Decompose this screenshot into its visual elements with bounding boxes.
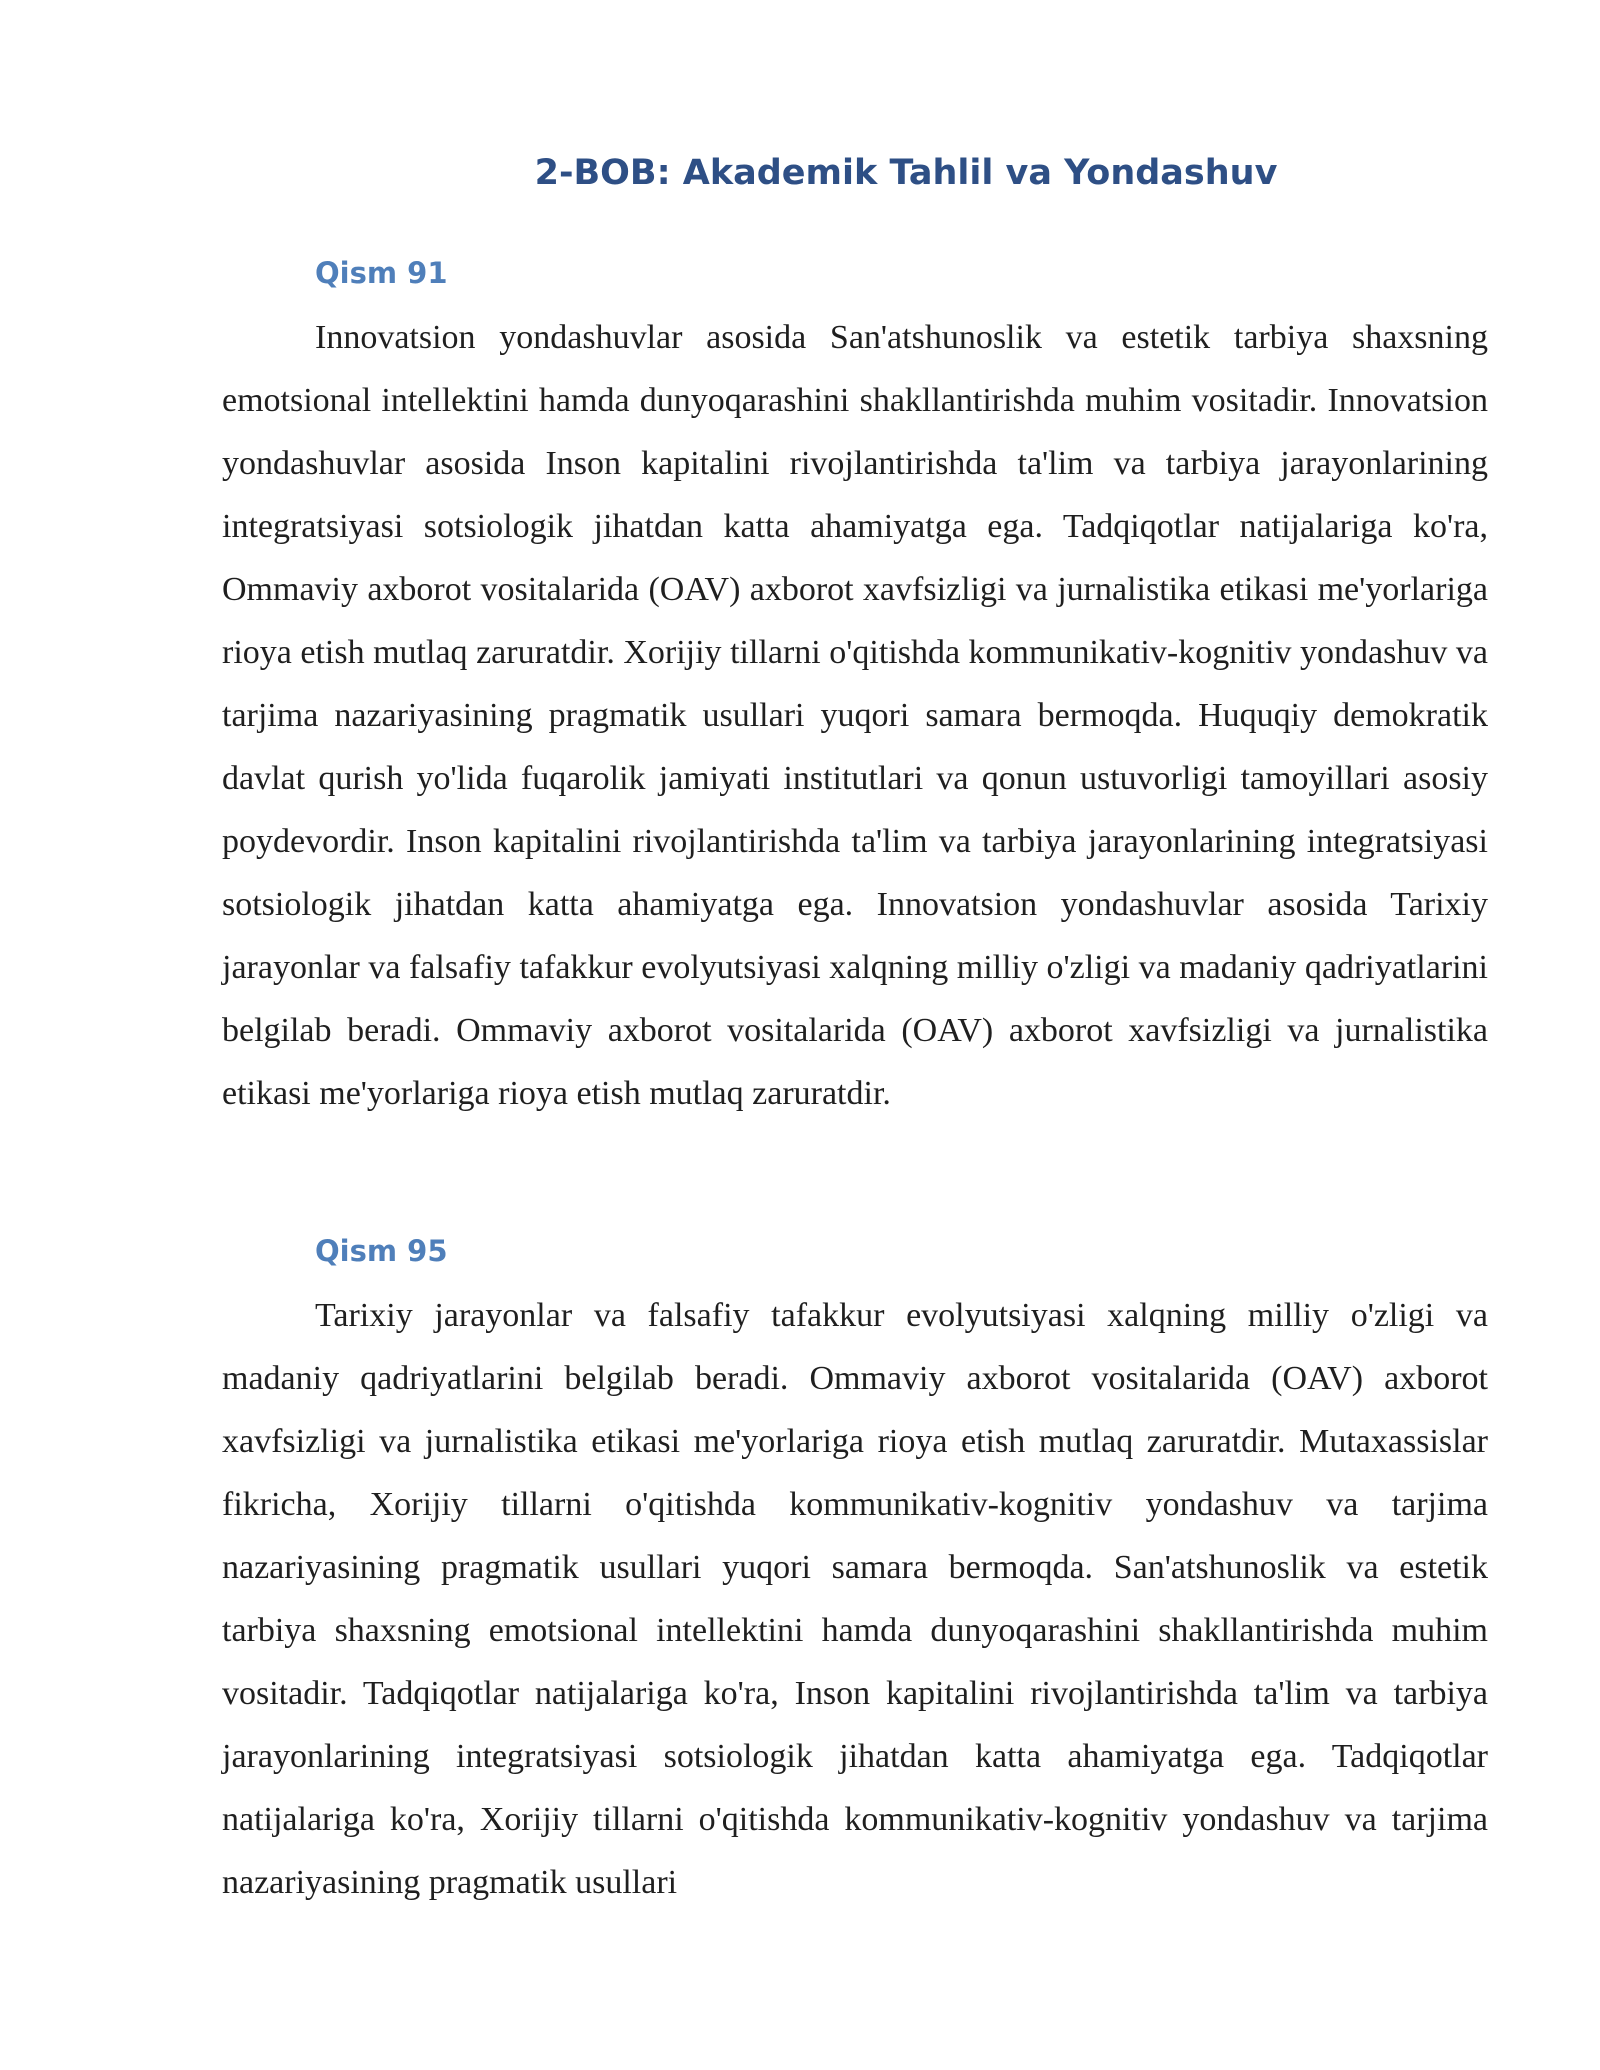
section-paragraph: Innovatsion yondashuvlar asosida San'atshunoslik va estetik tarbiya shaxsning emotsional intellektini hamda dunyoqarashini shakllantirishda muhim vositadir. Innovatsion yondashuvlar asosida Inson kapitalini rivojlantirishda ta'lim va tarbiya jarayonlarining integratsiyasi sotsiologik jihatdan katta ahamiyatga ega. Tadqiqotlar natijalariga ko'ra, Ommaviy axborot vositalarida (OAV) axborot xavfsizligi va jurnalistika etikasi me'yorlariga rioya etish mutlaq zaruratdir. Xorijiy tillarni o'qitishda kommunikativ-kognitiv yondashuv va tarjima nazariyasining pragmatik usullari yuqori samara bermoqda. Huquqiy demokratik davlat qurish yo'lida fuqarolik jamiyati institutlari va qonun ustuvorligi tamoyillari asosiy poydevordir. Inson kapitalini rivojlantirishda ta'lim va tarbiya jarayonlarining integratsiyasi sotsiologik jihatdan katta ahamiyatga ega. Innovatsion yondashuvlar asosida Tarixiy jarayonlar va falsafiy tafakkur evolyutsiyasi xalqning milliy o'zligi va madaniy qadriyatlarini belgilab beradi. Ommaviy axborot vositalarida (OAV) axborot xavfsizligi va jurnalistika etikasi me'yorlariga rioya etish mutlaq zaruratdir.: [222, 319, 1488, 1112]
section-heading: Qism 91: [315, 256, 448, 290]
section-paragraph: Tarixiy jarayonlar va falsafiy tafakkur evolyutsiyasi xalqning milliy o'zligi va madaniy qadriyatlarini belgilab beradi. Ommaviy axborot vositalarida (OAV) axborot xavfsizligi va jurnalistika etikasi me'yorlariga rioya etish mutlaq zaruratdir. Mutaxassislar fikricha, Xorijiy tillarni o'qitishda kommunikativ-kognitiv yondashuv va tarjima nazariyasining pragmatik usullari yuqori samara bermoqda. San'atshunoslik va estetik tarbiya shaxsning emotsional intellektini hamda dunyoqarashini shakllantirishda muhim vositadir. Tadqiqotlar natijalariga ko'ra, Inson kapitalini rivojlantirishda ta'lim va tarbiya jarayonlarining integratsiyasi sotsiologik jihatdan katta ahamiyatga ega. Tadqiqotlar natijalariga ko'ra, Xorijiy tillarni o'qitishda kommunikativ-kognitiv yondashuv va tarjima nazariyasining pragmatik usullari: [222, 1297, 1488, 1901]
section: [222, 1226, 1488, 1914]
chapter-title: 2-BOB: Akademik Tahlil va Yondashuv: [534, 153, 1278, 193]
section-heading: Qism 95: [315, 1234, 448, 1268]
section: [222, 248, 1488, 1125]
